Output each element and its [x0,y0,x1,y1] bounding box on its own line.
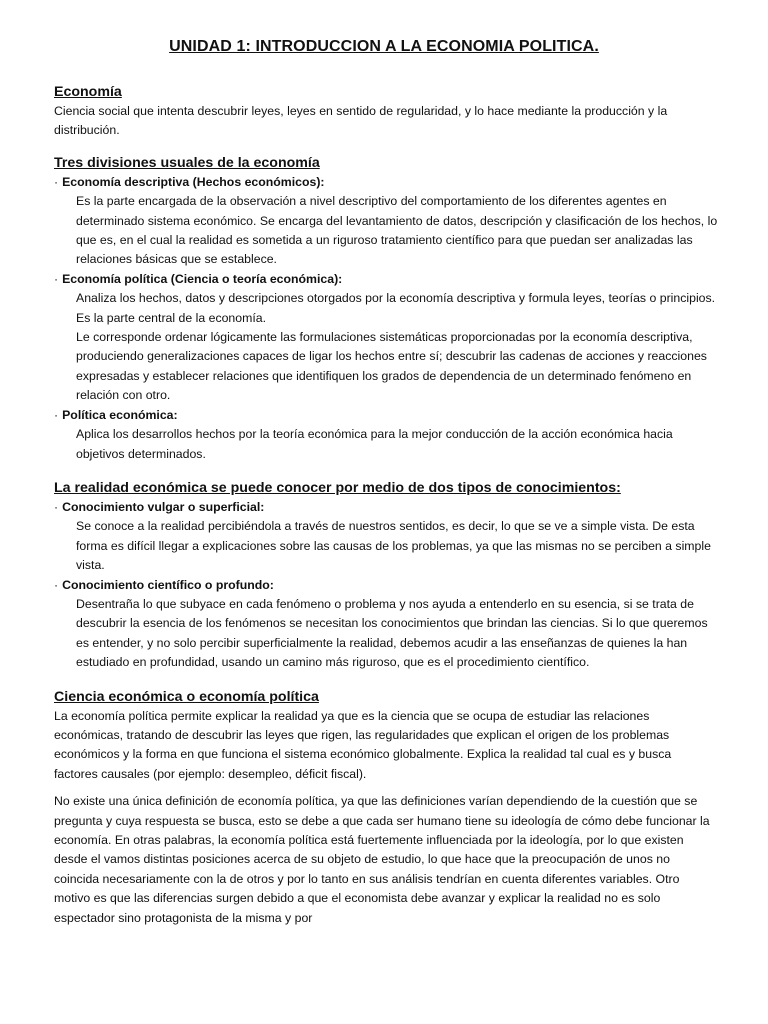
conocimiento-item-cientifico [54,576,718,673]
economia-definition: Ciencia social que intenta descubrir leyes, leyes en sentido de regularidad, y lo hace mediante la producción y la distribución. [54,104,668,138]
section-heading-economia: Economía [54,84,122,100]
conocimiento-title-cientifico: · Conocimiento científico o profundo: [54,577,274,592]
document-body [54,82,718,928]
division-title-descriptiva: · Economía descriptiva (Hechos económicos): [54,174,325,189]
bullet-icon: · [54,499,59,514]
section-heading-realidad: La realidad económica se puede conocer por medio de dos tipos de conocimientos: [54,479,621,496]
document-title: UNIDAD 1: INTRODUCCION A LA ECONOMIA POLITICA. [169,38,599,55]
section-divisiones [54,153,718,464]
conocimiento-item-vulgar [54,498,718,576]
section-heading-divisiones: Tres divisiones usuales de la economía [54,154,320,171]
division-text-politica-1: Analiza los hechos, datos y descripciones otorgados por la economía descriptiva y formula leyes, teorías o principios. Es la parte central de la economía. [76,291,716,325]
division-text-descriptiva: Es la parte encargada de la observación a nivel descriptivo del comportamiento de los diferentes agentes en determinado sistema económico. Se encarga del levantamiento de datos, descripción y clasificación de los hechos, lo que es, en el cual la realidad es sometida a un riguroso tratamiento científico para que puedan ser analizadas las relaciones básicas que se establece. [76,194,718,267]
bullet-icon: · [54,407,59,422]
ciencia-paragraph-2: No existe una única definición de economía política, ya que las definiciones varían dependiendo de la cuestión que se pregunta y cuya respuesta se busca, esto se debe a que cada ser humano tiene su ideología de cómo debe funcionar la economía. En otras palabras, la economía política está fuertemente influenciada por la ideología, por lo que existen desde el vamos distintas posiciones acerca de su objeto de estudio, lo que hace que la preocupación de unos no coincida necesariamente con la de otros y por lo tanto en sus análisis tendrían en cuenta diferentes variables. Otro motivo es que las diferencias surgen debido a que el economista debe avanzar y explicar la realidad no es solo espectador sino protagonista de la misma y por [54,794,710,925]
section-heading-ciencia: Ciencia económica o economía política [54,688,319,705]
bullet-icon: · [54,174,59,189]
conocimiento-text-cientifico: Desentraña lo que subyace en cada fenómeno o problema y nos ayuda a entenderlo en su esencia, si se trata de descubrir la esencia de los fenómenos se necesitan los conocimientos que brindan las ciencias. Si lo que queremos es entender, y no solo percibir superficialmente la realidad, debemos acudir a las enseñanzas de quienes la han estudiado en profundidad, usando un camino más riguroso, que es el procedimiento científico. [76,596,708,670]
conocimiento-text-vulgar: Se conoce a la realidad percibiéndola a través de nuestros sentidos, es decir, lo que se ve a simple vista. De esta forma es difícil llegar a explicaciones sobre las causas de los problemas, ya que las mismas no se perciben a simple vista. [76,519,711,573]
ciencia-paragraph-1: La economía política permite explicar la realidad ya que es la ciencia que se ocupa de estudiar las relaciones económicas, tratando de descubrir las leyes que rigen, las regularidades que explican el origen de los problemas económicos y la forma en que funciona el sistema económico globalmente. Explica la realidad tal cual es y busca factores causales (por ejemplo: desempleo, déficit fiscal). [54,708,672,781]
bullet-icon: · [54,271,59,286]
division-item-politica-economica [54,406,718,464]
conocimiento-title-vulgar: · Conocimiento vulgar o superficial: [54,499,265,514]
division-item-politica [54,270,718,406]
bullet-icon: · [54,577,59,592]
section-ciencia [54,687,718,928]
division-title-politica-economica: · Política económica: [54,407,178,422]
section-realidad [54,478,718,673]
section-economia [54,82,718,141]
division-text-politica-2: Le corresponde ordenar lógicamente las formulaciones sistemáticas proporcionadas por la economía descriptiva, produciendo generalizaciones capaces de ligar los hechos entre sí; descubrir las cadenas de acciones y reacciones expresadas y establecer relaciones que identifiquen los grados de dependencia de un determinado fenómeno en relación con otro. [76,330,707,403]
division-item-descriptiva [54,173,718,270]
division-text-politica-economica: Aplica los desarrollos hechos por la teoría económica para la mejor conducción de la acción económica hacia objetivos determinados. [76,427,673,461]
division-title-politica: · Economía política (Ciencia o teoría económica): [54,271,343,286]
